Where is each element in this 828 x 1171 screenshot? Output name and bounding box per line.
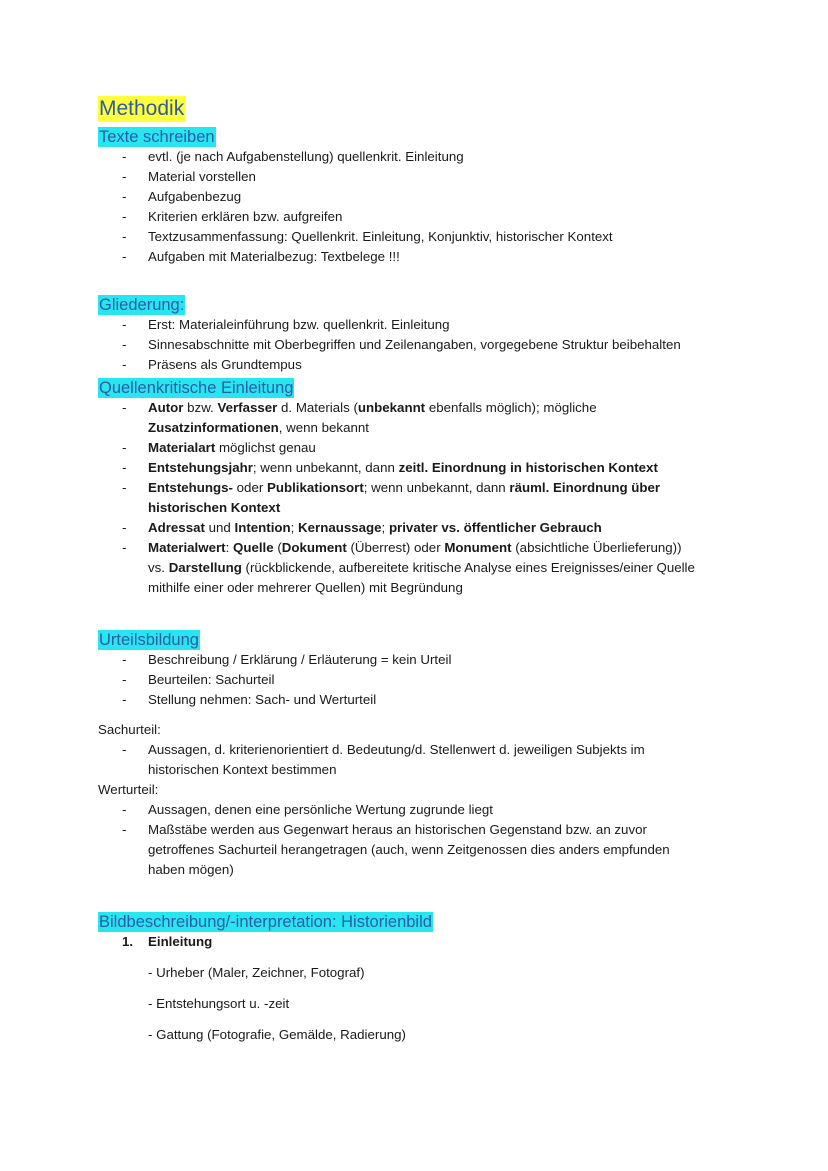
- section-bildbeschreibung: [98, 912, 788, 1045]
- list-item: - Beschreibung / Erklärung / Erläuterung = kein Urteil: [122, 652, 452, 667]
- list-item: - Autor bzw. Verfasser d. Materials (unbekannt ebenfalls möglich); mögliche Zusatzinformationen, wenn bekannt: [122, 400, 597, 435]
- sub-item-urheber: - Urheber (Maler, Zeichner, Fotograf): [148, 965, 365, 980]
- list-item: - Adressat und Intention; Kernaussage; privater vs. öffentlicher Gebrauch: [122, 520, 602, 535]
- list-quellenkritik: [98, 398, 788, 598]
- list-gliederung: [98, 315, 788, 375]
- list-item: - Materialwert: Quelle (Dokument (Überrest) oder Monument (absichtliche Überlieferung)) vs. Darstellung (rückblickende, aufbereitete kritische Analyse eines Ereignisses/einer Quelle mithilfe einer oder mehrerer Quellen) mit Begründung: [122, 540, 695, 595]
- list-item: - Textzusammenfassung: Quellenkrit. Einleitung, Konjunktiv, historischer Kontext: [122, 229, 613, 244]
- list-texte-schreiben: [98, 147, 788, 267]
- section-urteilsbildung: [98, 630, 788, 880]
- list-item: - Aufgaben mit Materialbezug: Textbelege !!!: [122, 249, 400, 264]
- list-item: - Material vorstellen: [122, 169, 256, 184]
- list-item: - Maßstäbe werden aus Gegenwart heraus an historischen Gegenstand bzw. an zuvor getroffenes Sachurteil herangetragen (auch, wenn Zeitgenossen dies anders empfunden haben mögen): [122, 822, 670, 877]
- list-item: - Kriterien erklären bzw. aufgreifen: [122, 209, 343, 224]
- list-item: - Entstehungs- oder Publikationsort; wenn unbekannt, dann räuml. Einordnung über historischen Kontext: [122, 480, 661, 515]
- werturteil-label: Werturteil:: [98, 782, 159, 797]
- sub-item-gattung: - Gattung (Fotografie, Gemälde, Radierung): [148, 1027, 406, 1042]
- section-gliederung: [98, 295, 788, 375]
- list-item: - Erst: Materialeinführung bzw. quellenkrit. Einleitung: [122, 317, 450, 332]
- list-item: - Aufgabenbezug: [122, 189, 242, 204]
- heading-urteilsbildung: Urteilsbildung: [99, 631, 199, 649]
- list-item: - evtl. (je nach Aufgabenstellung) quellenkrit. Einleitung: [122, 149, 464, 164]
- list-item: - Beurteilen: Sachurteil: [122, 672, 275, 687]
- list-item: - Präsens als Grundtempus: [122, 357, 302, 372]
- list-sachurteil: [98, 740, 788, 780]
- section-quellenkritische-einleitung: [98, 378, 788, 598]
- heading-bildbeschreibung: Bildbeschreibung/-interpretation: Historienbild: [99, 913, 432, 931]
- heading-quellenkritische-einleitung: Quellenkritische Einleitung: [99, 379, 294, 397]
- numbered-item-einleitung: 1. Einleitung: [122, 934, 213, 949]
- page-title: Methodik: [99, 97, 185, 120]
- sachurteil-label: Sachurteil:: [98, 722, 161, 737]
- section-texte-schreiben: [98, 127, 788, 267]
- list-item: - Materialart möglichst genau: [122, 440, 316, 455]
- list-item: - Aussagen, denen eine persönliche Wertung zugrunde liegt: [122, 802, 493, 817]
- sub-item-entstehungsort: - Entstehungsort u. -zeit: [148, 996, 290, 1011]
- list-item: - Stellung nehmen: Sach- und Werturteil: [122, 692, 377, 707]
- list-werturteil: [98, 800, 788, 880]
- list-item: - Sinnesabschnitte mit Oberbegriffen und Zeilenangaben, vorgegebene Struktur beibehalten: [122, 337, 681, 352]
- heading-texte-schreiben: Texte schreiben: [99, 128, 215, 146]
- document-page: [98, 96, 788, 1045]
- list-item: - Entstehungsjahr; wenn unbekannt, dann zeitl. Einordnung in historischen Kontext: [122, 460, 658, 475]
- list-item: - Aussagen, d. kriterienorientiert d. Bedeutung/d. Stellenwert d. jeweiligen Subjekts im historischen Kontext bestimmen: [122, 742, 645, 777]
- heading-gliederung: Gliederung:: [99, 296, 185, 314]
- list-urteilsbildung: [98, 650, 788, 710]
